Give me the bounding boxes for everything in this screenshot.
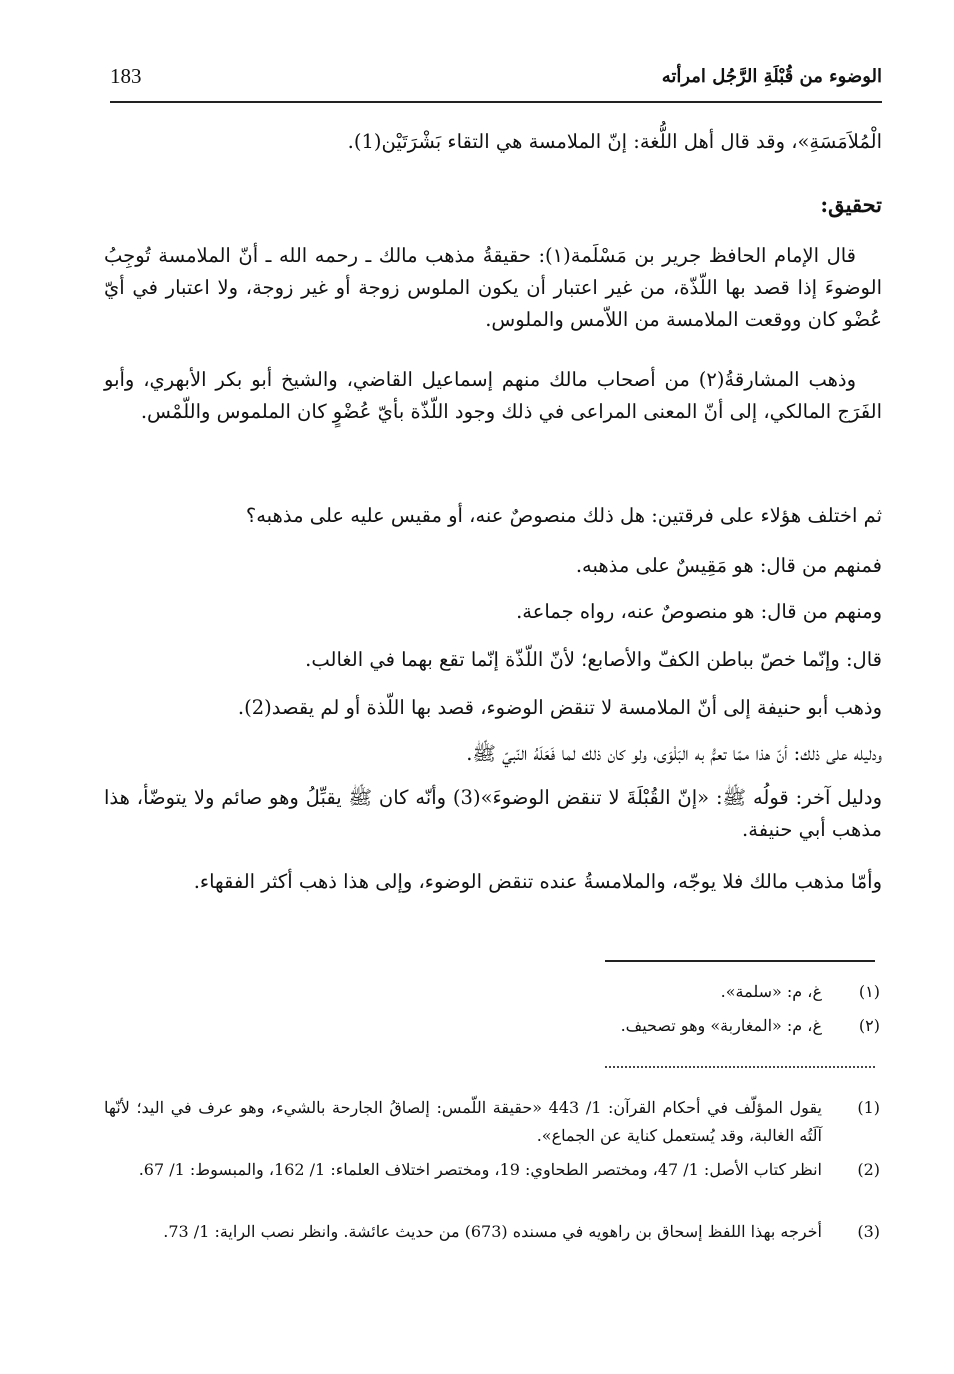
- footnote-number: (١): [858, 982, 880, 1001]
- editor-footnote-2: [560, 1012, 880, 1040]
- footnote-number: (1): [857, 1098, 880, 1117]
- paragraph-3: وذهب المشارقةُ(٢) من أصحاب مالك منهم إسماعيل القاضي، والشيخ أبو بكر الأبهري، وأبو الفَرَج المالكي، إلى أنّ المعنى المراعى في ذلك وجود اللّذّة بأيّ عُضْوٍ كان الملموس واللّمْس.: [104, 368, 882, 424]
- footnote-number: (٢): [858, 1016, 880, 1035]
- author-footnote-3: [104, 1218, 880, 1248]
- paragraph-10: ودليل آخر: قولُه ﷺ: «إنّ القُبْلَةَ لا تنقض الوضوءَ»(3) وأنّه كان ﷺ يقبِّلُ وهو صائم ولا يتوضّأ، هذا مذهب أبي حنيفة.: [104, 786, 882, 842]
- paragraph-4: ثم اختلف هؤلاء على فرقتين: هل ذلك منصوصٌ عنه، أو مقيس عليه على مذهبه؟: [245, 504, 882, 527]
- footnote-text: أخرجه بهذا اللفظ إسحاق بن راهويه في مسنده (673) من حديث عائشة. وانظر نصب الراية: 1/ 73.: [163, 1222, 822, 1241]
- footnote-number: (2): [857, 1160, 880, 1179]
- footnote-text: غ، م: «المغاربة» وهو تصحيف.: [620, 1016, 822, 1035]
- author-footnote-2: [104, 1156, 880, 1216]
- paragraph-7: قال: وإنّما خصّ بباطن الكفّ والأصابع؛ لأنّ اللّذّة إنّما تقع بهما في الغالب.: [305, 648, 882, 671]
- author-footnote-1: [104, 1094, 880, 1154]
- footnote-number: (3): [857, 1222, 880, 1241]
- running-title: الوضوء من قُبْلَةِ الرَّجُل امرأته: [661, 66, 882, 87]
- footnote-rule: [605, 960, 875, 962]
- main-text: [104, 118, 882, 948]
- footnote-text: غ، م: «سلمة».: [720, 982, 822, 1001]
- dotted-separator: [605, 1066, 875, 1068]
- paragraph-5: فمنهم من قال: هو مَقِيسٌ على مذهبه.: [575, 554, 882, 577]
- page-header: [110, 58, 882, 98]
- paragraph-11: وأمّا مذهب مالك فلا يوجّه، والملامسةُ عنده تنقض الوضوء، وإلى هذا ذهب أكثر الفقهاء.: [193, 870, 882, 893]
- editor-footnote-1: [560, 978, 880, 1006]
- header-rule: [110, 101, 882, 103]
- footnote-text: انظر كتاب الأصل: 1/ 47، ومختصر الطحاوي: 19، ومختصر اختلاف العلماء: 1/ 162، والمبسوط: 1/ 67.: [138, 1160, 822, 1179]
- section-heading: تحقيق:: [820, 192, 882, 217]
- paragraph-8: وذهب أبو حنيفة إلى أنّ الملامسة لا تنقض الوضوء، قصد بها اللّذة أو لم يقصد(2).: [237, 696, 882, 719]
- paragraph-2: قال الإمام الحافظ جرير بن مَسْلَمة(١): حقيقةُ مذهب مالك ـ رحمه الله ـ أنّ الملامسة تُوجِبُ الوضوءَ إذا قصد بها اللّذّة، من غير اعتبار أن يكون الملوس زوجة أو غير زوجة، ولا اعتبار في أيّ عُضْو كان ووقعت الملامسة من اللاّمس والملوس.: [104, 244, 882, 332]
- paragraph-6: ومنهم من قال: هو منصوصٌ عنه، رواه جماعة.: [516, 600, 882, 623]
- paragraph-1: الْمُلاَمَسَةِ»، وقد قال أهل اللُّغة: إنّ الملامسة هي التقاء بَشْرَتَيْن(1).: [347, 130, 882, 153]
- footnote-text: يقول المؤلّف في أحكام القرآن: 1/ 443 «حقيقة اللّمس: إلصاقُ الجارحة بالشيء، وهو عرف في اليد؛ لأنّها آلَتُه الغالبة، وقد يُستعمل كناية عن الجماع».: [104, 1098, 822, 1145]
- paragraph-9: ودليله على ذلك: أنّ هذا ممّا تعمُّ به البَلْوَى، ولو كان ذلك لما فَعَلَهُ النّبيّ ﷺ.: [466, 742, 882, 765]
- page-number: 183: [110, 64, 142, 88]
